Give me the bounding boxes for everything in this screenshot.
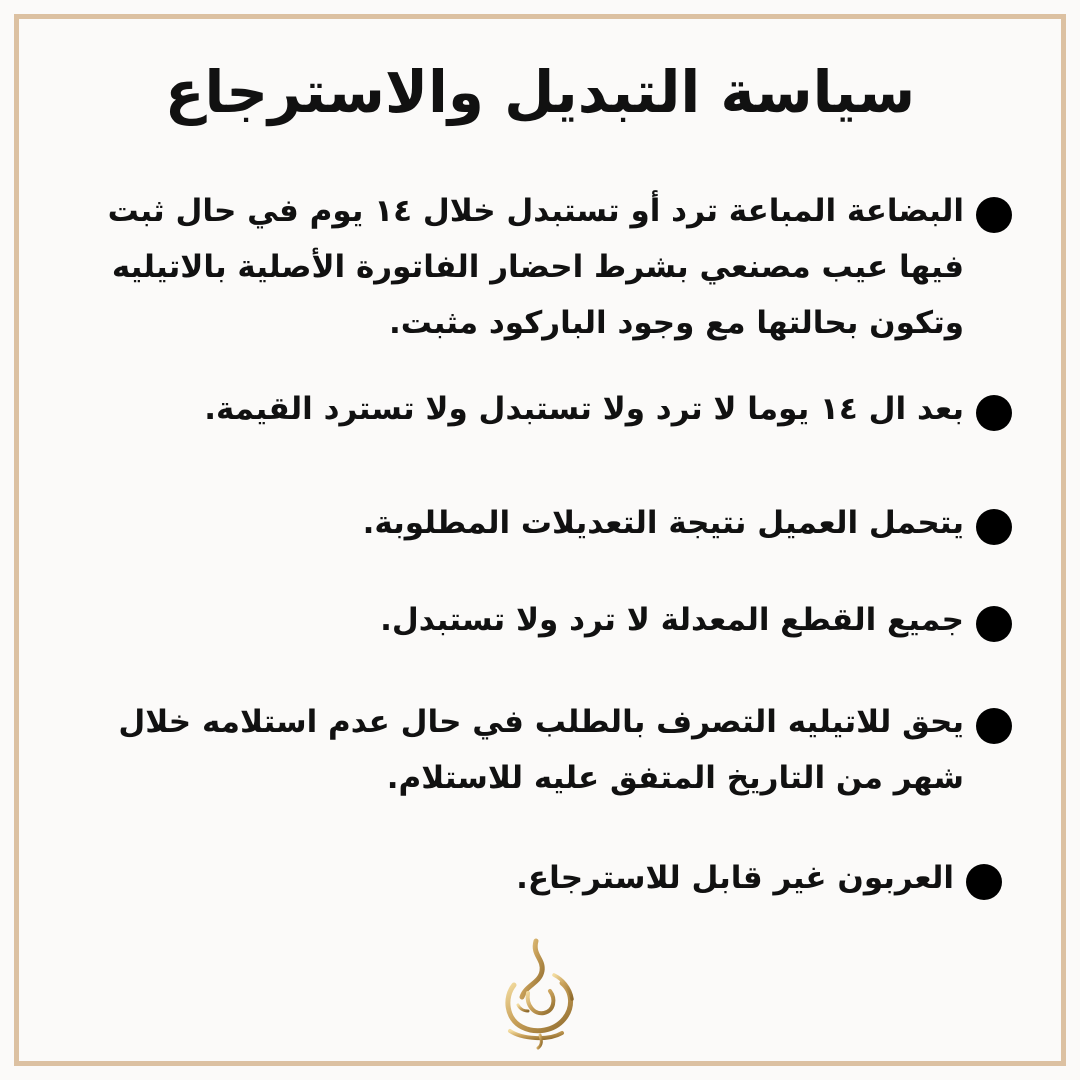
policy-item bbox=[52, 592, 1012, 648]
bullet-icon bbox=[966, 864, 1002, 900]
policy-text: يتحمل العميل نتيجة التعديلات المطلوبة. bbox=[362, 505, 964, 541]
bullet-icon bbox=[976, 708, 1012, 744]
bullet-icon bbox=[976, 606, 1012, 642]
policy-text: يحق للاتيليه التصرف بالطلب في حال عدم استلامه خلال شهر من التاريخ المتفق عليه للاستلام. bbox=[118, 704, 964, 796]
policy-text: العربون غير قابل للاسترجاع. bbox=[516, 860, 954, 896]
policy-item bbox=[42, 850, 1002, 906]
policy-item bbox=[52, 381, 1012, 437]
bullet-icon bbox=[976, 509, 1012, 545]
page-title: سياسة التبديل والاسترجاع bbox=[164, 58, 916, 126]
policy-text: بعد ال ١٤ يوما لا ترد ولا تستبدل ولا تسترد القيمة. bbox=[204, 391, 964, 427]
bullet-icon bbox=[976, 395, 1012, 431]
policy-item bbox=[52, 694, 1012, 806]
policy-item bbox=[52, 495, 1012, 551]
bullet-icon bbox=[976, 197, 1012, 233]
policy-item bbox=[52, 183, 1012, 351]
policy-text: جميع القطع المعدلة لا ترد ولا تستبدل. bbox=[380, 602, 964, 638]
brand-logo-icon bbox=[492, 935, 588, 1050]
policy-text: البضاعة المباعة ترد أو تستبدل خلال ١٤ يوم في حال ثبت فيها عيب مصنعي بشرط احضار الفاتورة الأصلية بالاتيليه وتكون بحالتها مع وجود الباركود مثبت. bbox=[107, 193, 964, 341]
